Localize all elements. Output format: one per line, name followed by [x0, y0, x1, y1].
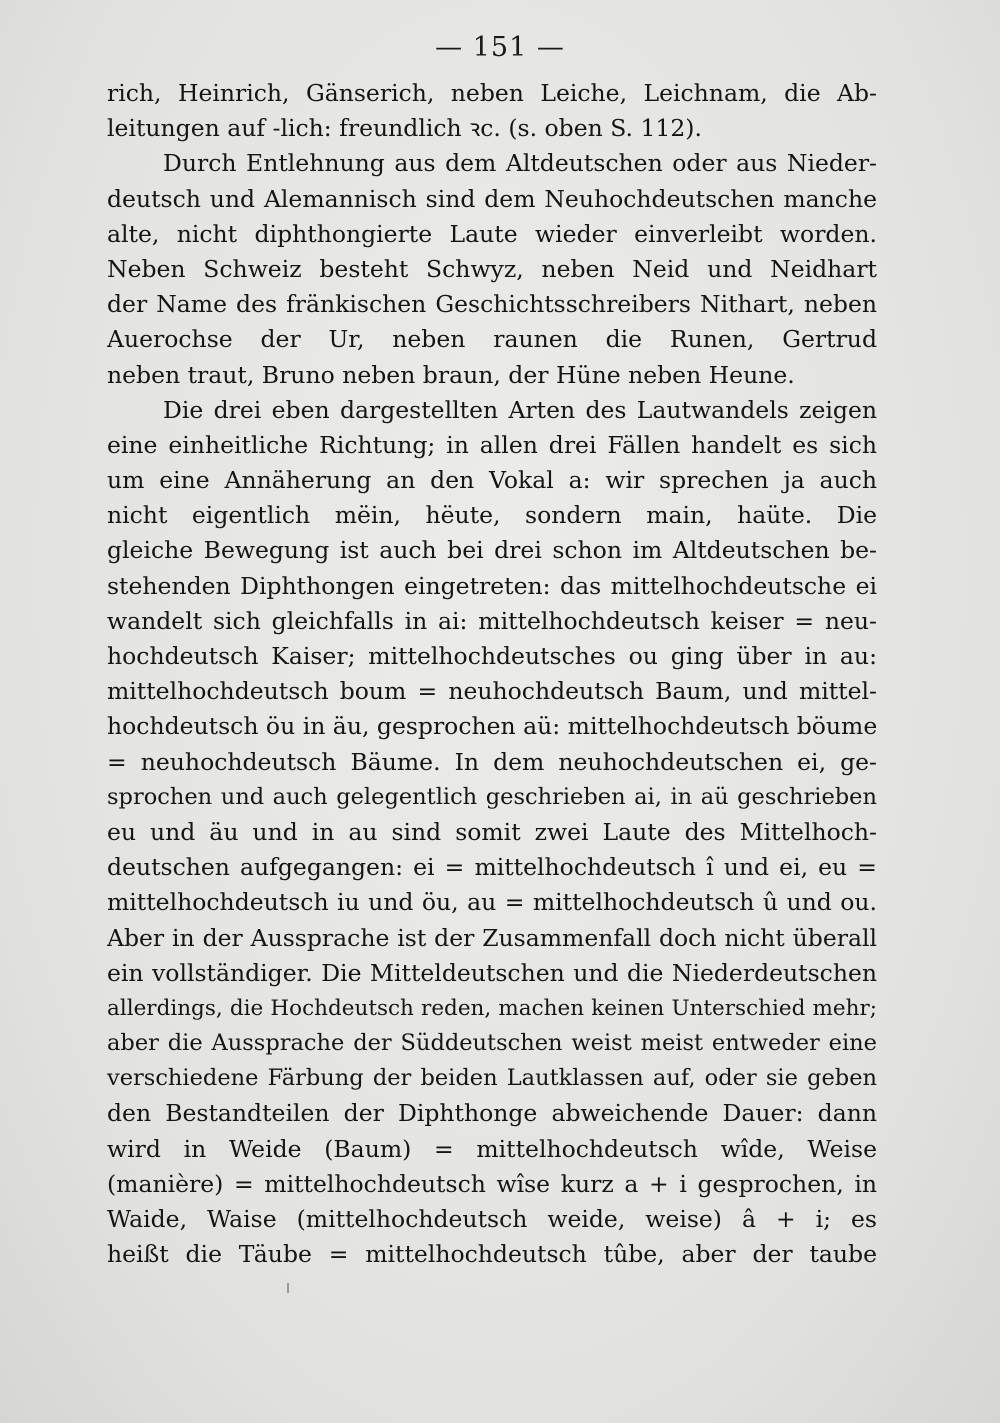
- text-line: eu und äu und in au sind somit zwei Laute des Mittelhoch-: [107, 817, 877, 846]
- text-line: rich, Heinrich, Gänserich, neben Leiche, Leichnam, die Ab-: [107, 79, 877, 107]
- text-line: um eine Annäherung an den Vokal a: wir sprechen ja auch: [107, 466, 877, 495]
- text-line: mittelhochdeutsch iu und öu, au = mittelhochdeutsch û und ou.: [107, 888, 877, 917]
- text-line: Waide, Waise (mittelhochdeutsch weide, weise) â + i; es: [107, 1205, 877, 1233]
- text-line: nicht eigentlich mëin, hëute, sondern main, haüte. Die: [107, 501, 877, 530]
- text-line: Neben Schweiz besteht Schwyz, neben Neid und Neidhart: [107, 254, 877, 283]
- text-line: verschiedene Färbung der beiden Lautklassen auf, oder sie geben: [107, 1065, 877, 1092]
- text-line: deutsch und Alemannisch sind dem Neuhochdeutschen manche: [107, 184, 877, 213]
- text-line: den Bestandteilen der Diphthonge abweichende Dauer: dann: [107, 1099, 877, 1128]
- text-line: der Name des fränkischen Geschichtsschreibers Nithart, neben: [107, 290, 877, 319]
- text-line: mittelhochdeutsch boum = neuhochdeutsch Baum, und mittel-: [107, 677, 877, 706]
- text-line: deutschen aufgegangen: ei = mittelhochdeutsch î und ei, eu =: [107, 853, 877, 882]
- text-line: allerdings, die Hochdeutsch reden, machen keinen Unterschied mehr;: [107, 995, 877, 1021]
- text-line: Die drei eben dargestellten Arten des Lautwandels zeigen: [163, 395, 877, 424]
- text-line: heißt die Täube = mittelhochdeutsch tûbe, aber der taube: [107, 1240, 877, 1269]
- text-line: wandelt sich gleichfalls in ai: mittelhochdeutsch keiser = neu-: [107, 606, 877, 635]
- text-line: ein vollständiger. Die Mitteldeutschen und die Niederdeutschen: [107, 958, 877, 987]
- text-line: Aber in der Aussprache ist der Zusammenfall doch nicht überall: [107, 923, 877, 952]
- text-line: Durch Entlehnung aus dem Altdeutschen oder aus Nieder-: [163, 149, 877, 178]
- text-line: (manière) = mittelhochdeutsch wîse kurz a + i gesprochen, in: [107, 1169, 877, 1198]
- text-line: hochdeutsch öu in äu, gesprochen aü: mittelhochdeutsch böume: [107, 712, 877, 741]
- text-line: eine einheitliche Richtung; in allen drei Fällen handelt es sich: [107, 430, 877, 459]
- text-line: = neuhochdeutsch Bäume. In dem neuhochdeutschen ei, ge-: [107, 747, 877, 776]
- text-line: stehenden Diphthongen eingetreten: das mittelhochdeutsche ei: [107, 571, 877, 600]
- text-line: aber die Aussprache der Süddeutschen weist meist entweder eine: [107, 1030, 877, 1057]
- text-line: alte, nicht diphthongierte Laute wieder einverleibt worden.: [107, 219, 877, 248]
- text-line: wird in Weide (Baum) = mittelhochdeutsch wîde, Weise: [107, 1134, 877, 1163]
- text-line: neben traut, Bruno neben braun, der Hüne neben Heune.: [107, 360, 795, 389]
- page-number: — 151 —: [435, 32, 565, 63]
- ink-mark: [287, 1283, 289, 1293]
- text-line: gleiche Bewegung ist auch bei drei schon im Altdeutschen be-: [107, 536, 877, 565]
- body-text: [107, 76, 877, 1272]
- text-line: leitungen auf -lich: freundlich ꝛc. (s. oben S. 112).: [107, 114, 702, 143]
- text-line: Auerochse der Ur, neben raunen die Runen, Gertrud: [107, 325, 877, 354]
- text-line: sprochen und auch gelegentlich geschrieben ai, in aü geschrieben: [107, 783, 877, 810]
- text-line: hochdeutsch Kaiser; mittelhochdeutsches ou ging über in au:: [107, 642, 877, 670]
